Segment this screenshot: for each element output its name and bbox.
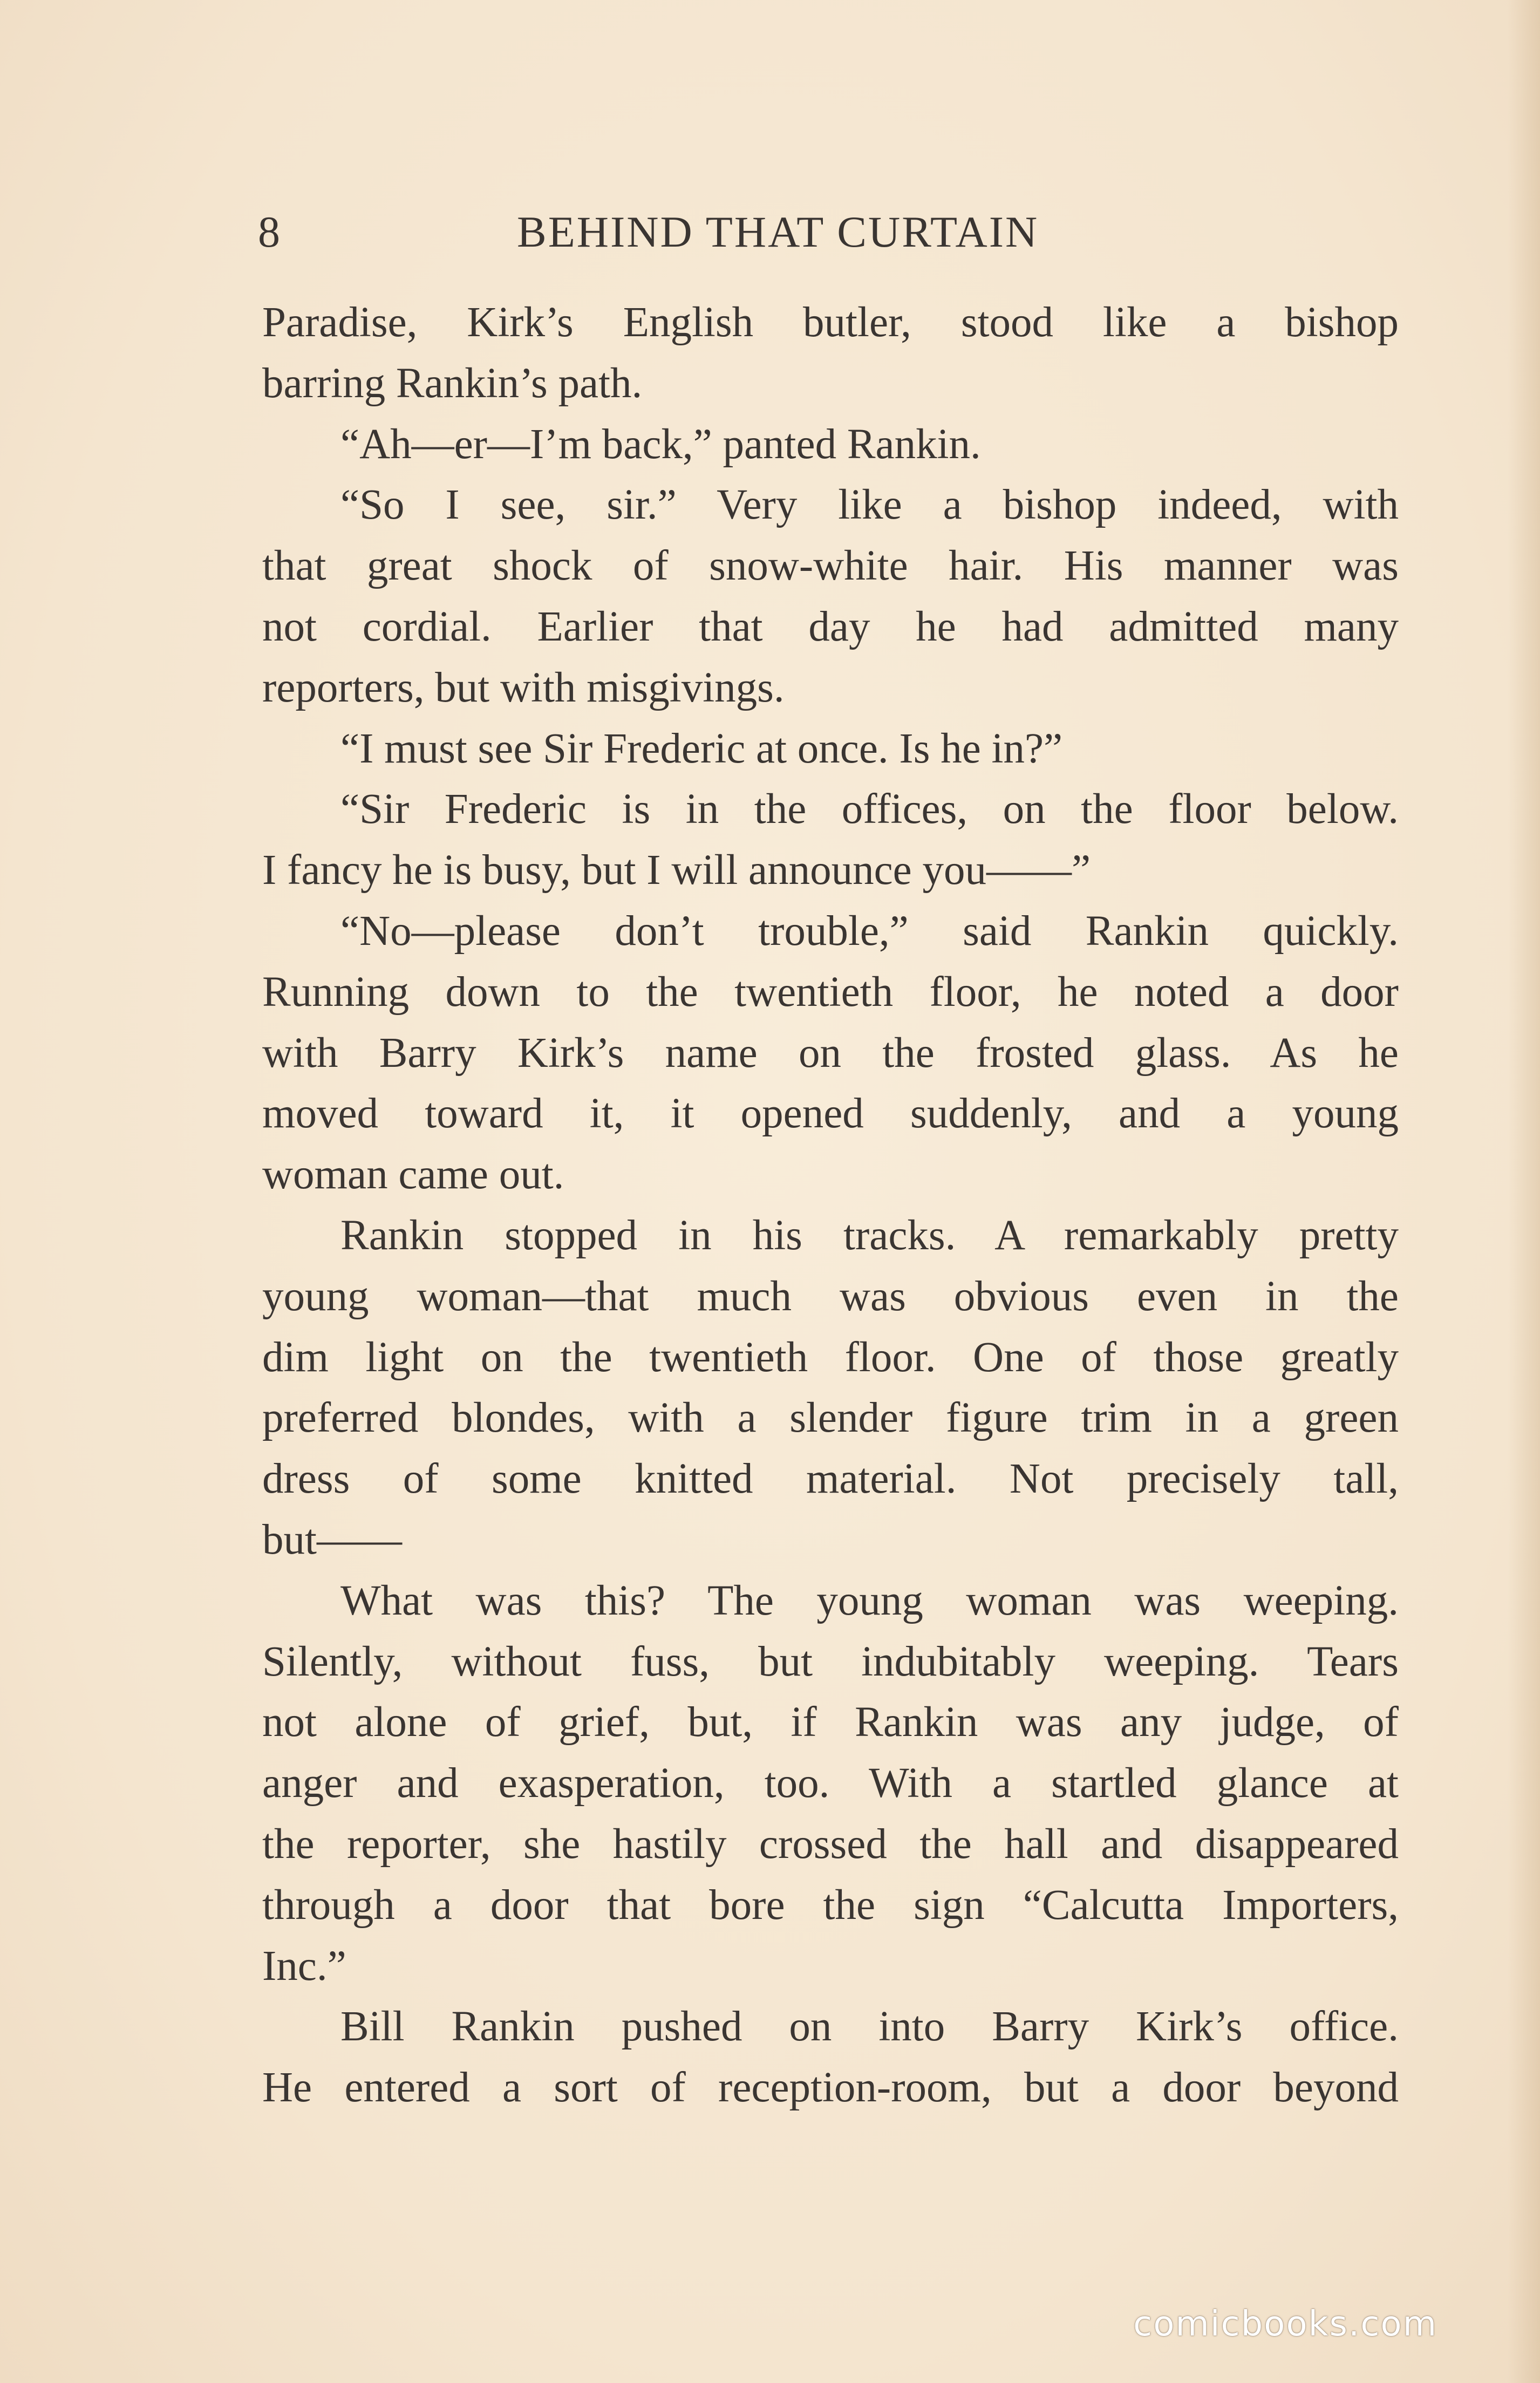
text-line: What was this? The young woman was weeping. (340, 1577, 1399, 1624)
text-line: “So I see, sir.” Very like a bishop indeed, with (340, 481, 1399, 529)
text-line: young woman—that much was obvious even in the (262, 1272, 1399, 1320)
text-line: Rankin stopped in his tracks. A remarkably pretty (340, 1211, 1399, 1259)
text-line: “I must see Sir Frederic at once. Is he in?” (340, 725, 1063, 772)
text-line: through a door that bore the sign “Calcutta Importers, (262, 1881, 1399, 1929)
text-line: Inc.” (262, 1942, 346, 1990)
text-line: reporters, but with misgivings. (262, 664, 785, 711)
text-line: dim light on the twentieth floor. One of those greatly (262, 1333, 1399, 1381)
running-title: BEHIND THAT CURTAIN (517, 207, 1039, 256)
text-line: I fancy he is busy, but I will announce you——” (262, 847, 1091, 894)
text-line: moved toward it, it opened suddenly, and a young (262, 1090, 1399, 1138)
text-line: Paradise, Kirk’s English butler, stood like a bishop (262, 299, 1399, 346)
text-line: Silently, without fuss, but indubitably weeping. Tears (262, 1638, 1399, 1685)
text-line: “No—please don’t trouble,” said Rankin quickly. (340, 907, 1399, 955)
text-line: anger and exasperation, too. With a startled glance at (262, 1760, 1399, 1807)
text-line: with Barry Kirk’s name on the frosted glass. As he (262, 1029, 1399, 1077)
text-line: not alone of grief, but, if Rankin was any judge, of (262, 1699, 1399, 1746)
text-line: preferred blondes, with a slender figure trim in a green (262, 1394, 1399, 1442)
text-line: but—— (262, 1516, 402, 1563)
body-text (262, 292, 1399, 2119)
text-line: He entered a sort of reception-room, but a door beyond (262, 2064, 1399, 2112)
text-line: not cordial. Earlier that day he had admitted many (262, 603, 1399, 650)
text-line: the reporter, she hastily crossed the hall and disappeared (262, 1820, 1399, 1868)
text-line: that great shock of snow-white hair. His manner was (262, 542, 1399, 590)
page-number: 8 (258, 207, 280, 256)
text-line: “Sir Frederic is in the offices, on the floor below. (340, 786, 1399, 833)
text-line: Running down to the twentieth floor, he noted a door (262, 968, 1399, 1016)
text-line: “Ah—er—I’m back,” panted Rankin. (340, 420, 981, 468)
page-header (258, 200, 1127, 264)
text-line: Bill Rankin pushed on into Barry Kirk’s office. (340, 2003, 1399, 2051)
text-line: dress of some knitted material. Not precisely tall, (262, 1455, 1399, 1503)
text-line: barring Rankin’s path. (262, 359, 643, 407)
text-line: woman came out. (262, 1151, 564, 1199)
page-edge-shadow (1508, 0, 1540, 2383)
watermark: comicbooks.com (1133, 2304, 1438, 2344)
